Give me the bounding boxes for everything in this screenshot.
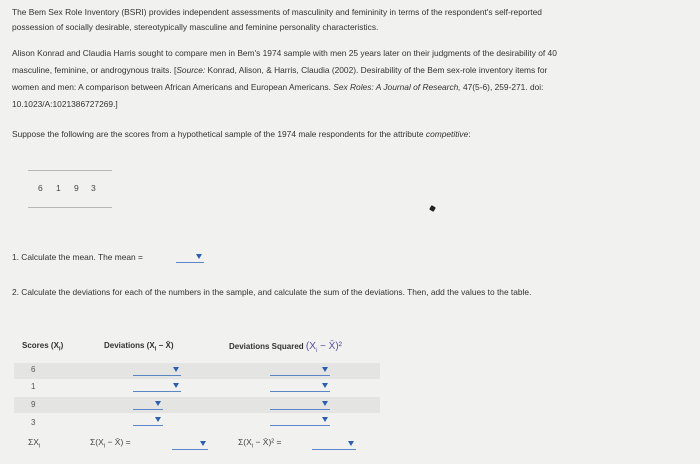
prompt-text: Suppose the following are the scores from a hypothetical sample of the 1974 male respondents for the attribute competitive: xyxy=(12,129,471,139)
sum-squared-dropdown[interactable] xyxy=(312,439,356,450)
mouse-cursor-icon xyxy=(429,205,436,212)
sum-deviation-label: $\Sigma(X_i$ − X̄) = xyxy=(90,437,131,450)
deviation-dropdown[interactable] xyxy=(133,415,163,426)
mean-dropdown[interactable] xyxy=(176,252,204,263)
score-value: 9 xyxy=(74,183,79,193)
sum-squared-label: $\Sigma(X_i$ − X̄)² = xyxy=(238,437,282,450)
deviation-dropdown[interactable] xyxy=(133,365,181,376)
score-cell: 3 xyxy=(31,418,36,427)
intro-line-2: possession of socially desirable, stereotypically masculine and feminine personality characteristics. xyxy=(12,22,379,32)
score-cell: 1 xyxy=(31,382,36,391)
question-1-label: 1. Calculate the mean. The mean = xyxy=(12,252,143,262)
intro-line-1: The Bem Sex Role Inventory (BSRI) provides independent assessments of masculinity and femininity in terms of the respondent's self-reported xyxy=(12,7,542,17)
header-deviations-squared: Deviations Squared ($X_i$ − X̄)² xyxy=(229,341,342,354)
citation-line-1: Alison Konrad and Claudia Harris sought to compare men in Bem's 1974 sample with men 25 years later on their judgments of the desirability of 40 xyxy=(12,48,557,58)
sum-x-label: $\Sigma X_i$ xyxy=(28,437,41,450)
question-2-label: 2. Calculate the deviations for each of the numbers in the sample, and calculate the sum of the deviations. Then, add the values to the table. xyxy=(12,287,532,297)
score-cell: 6 xyxy=(31,365,36,374)
deviation-dropdown[interactable] xyxy=(133,399,163,410)
sum-deviation-dropdown[interactable] xyxy=(172,439,208,450)
citation-line-3: women and men: A comparison between African Americans and European Americans. Sex Roles: A Journal of Research, 47(5-6), 259-271. doi: xyxy=(12,82,544,92)
score-value: 1 xyxy=(56,183,61,193)
deviation-squared-dropdown[interactable] xyxy=(270,381,330,392)
citation-line-2: masculine, feminine, or androgynous traits. [Source: Konrad, Alison, & Harris, Claudia (2002). Desirability of the Bem sex-role inventory items for xyxy=(12,65,548,75)
header-scores: Scores $(X_i)$ xyxy=(22,341,64,353)
scores-box xyxy=(28,170,112,208)
deviation-squared-dropdown[interactable] xyxy=(270,415,330,426)
deviation-dropdown[interactable] xyxy=(133,381,181,392)
deviation-squared-dropdown[interactable] xyxy=(270,399,330,410)
deviation-squared-dropdown[interactable] xyxy=(270,365,330,376)
header-deviations: Deviations ($X_i$ − X̄) xyxy=(104,341,174,353)
score-cell: 9 xyxy=(31,400,36,409)
score-value: 6 xyxy=(38,183,43,193)
citation-line-4: 10.1023/A:1021386727269.] xyxy=(12,99,118,109)
score-value: 3 xyxy=(91,183,96,193)
